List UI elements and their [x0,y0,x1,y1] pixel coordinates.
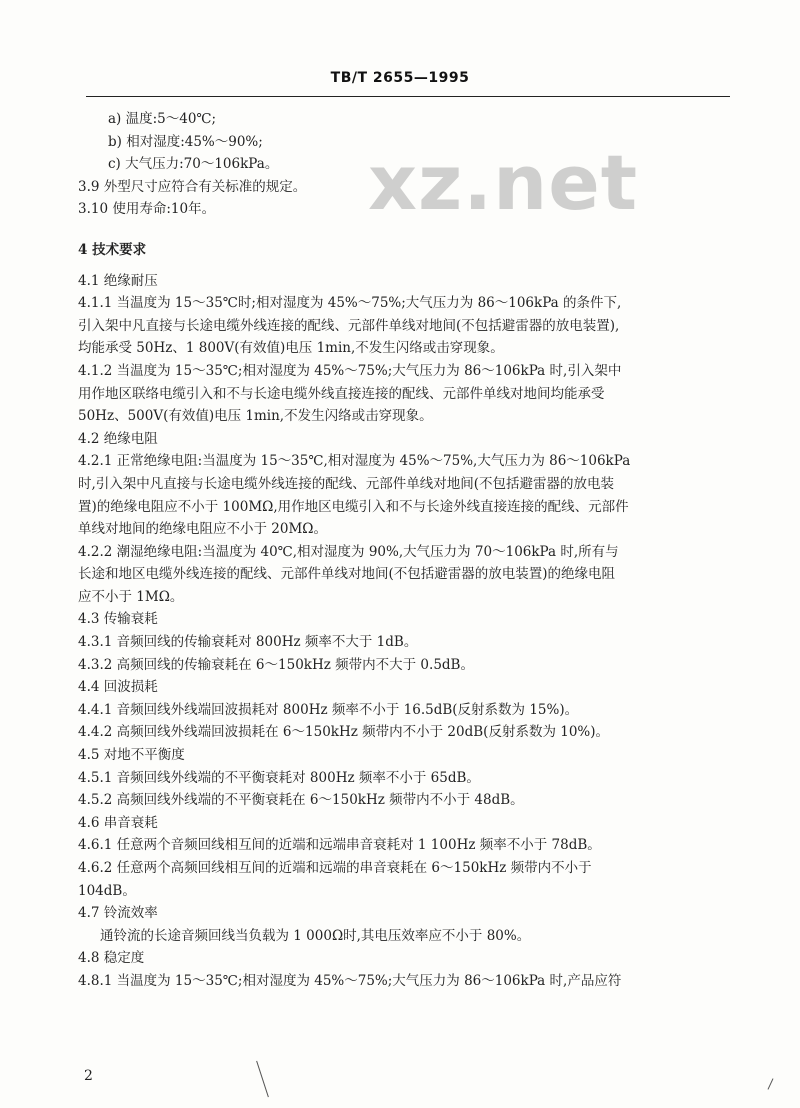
clause-4-4-heading: 4.4 回波损耗 [78,679,158,696]
clause-3-10: 3.10 使用寿命:10年。 [78,201,216,218]
clause-4-2-heading: 4.2 绝缘电阻 [78,430,158,447]
condition-pressure: c) 大气压力:70～106kPa。 [108,156,279,173]
clause-4-5-heading: 4.5 对地不平衡度 [78,747,185,764]
clause-4-7-body: 通铃流的长途音频回线当负载为 1 000Ω时,其电压效率应不小于 80%。 [100,927,531,944]
standard-code-header: TB/T 2655—1995 [330,70,470,86]
clause-4-1-1-line-1: 4.1.1 当温度为 15～35℃时;相对湿度为 45%～75%;大气压力为 86～106kPa 的条件下, [78,295,622,312]
clause-4-5-2: 4.5.2 高频回线外线端的不平衡衰耗在 6～150kHz 频带内不小于 48dB。 [78,792,524,809]
page-number: 2 [84,1068,93,1084]
clause-4-1-1-line-2: 引入架中凡直接与长途电缆外线连接的配线、元部件单线对地间(不包括避雷器的放电装置), [78,317,620,334]
clause-4-2-2-line-2: 长途和地区电缆外线连接的配线、元部件单线对地间(不包括避雷器的放电装置)的绝缘电阻 [78,566,616,583]
clause-4-4-2: 4.4.2 高频回线外线端回波损耗在 6～150kHz 频带内不小于 20dB(反射系数为 10%)。 [78,724,610,741]
clause-4-1-heading: 4.1 绝缘耐压 [78,272,158,289]
document-body [78,108,730,993]
clause-4-2-1-line-3: 置)的绝缘电阻应不小于 100MΩ,用作地区电缆引入和不与长途外线直接连接的配线、元部件 [78,498,629,515]
clause-4-1-2-line-3: 50Hz、500V(有效值)电压 1min,不发生闪络或击穿现象。 [78,408,433,425]
clause-3-9: 3.9 外型尺寸应符合有关标准的规定。 [78,178,307,195]
clause-4-2-2-line-1: 4.2.2 潮湿绝缘电阻:当温度为 40℃,相对湿度为 90%,大气压力为 70～106kPa 时,所有与 [78,543,619,560]
clause-4-6-2-line-2: 104dB。 [78,882,136,899]
clause-4-6-2-line-1: 4.6.2 任意两个高频回线相互间的近端和远端的串音衰耗在 6～150kHz 频带内不小于 [78,860,592,876]
clause-4-8-heading: 4.8 稳定度 [78,950,145,967]
clause-4-5-1: 4.5.1 音频回线外线端的不平衡衰耗对 800Hz 频率不小于 65dB。 [78,769,480,786]
clause-4-6-heading: 4.6 串音衰耗 [78,814,158,831]
section-4-heading: 4 技术要求 [78,241,147,258]
clause-4-3-1: 4.3.1 音频回线的传输衰耗对 800Hz 频率不大于 1dB。 [78,634,418,651]
clause-4-1-1-line-3: 均能承受 50Hz、1 800V(有效值)电压 1min,不发生闪络或击穿现象。 [78,340,504,357]
watermark: xz.net [368,138,639,227]
condition-temperature: a) 温度:5～40℃; [108,111,217,127]
clause-4-2-1-line-1: 4.2.1 正常绝缘电阻:当温度为 15～35℃,相对湿度为 45%～75%,大气压力为 86～106kPa [78,453,631,470]
clause-4-6-1: 4.6.1 任意两个音频回线相互间的近端和远端串音衰耗对 1 100Hz 频率不小于 78dB。 [78,837,601,854]
clause-4-3-heading: 4.3 传输衰耗 [78,611,158,628]
clause-4-1-2-line-1: 4.1.2 当温度为 15～35℃;相对湿度为 45%～75%;大气压力为 86～106kPa 时,引入架中 [78,362,622,379]
header-rule [86,96,730,97]
clause-4-1-2-line-2: 用作地区联络电缆引入和不与长途电缆外线直接连接的配线、元部件单线对地间均能承受 [78,385,605,402]
clause-4-2-1-line-2: 时,引入架中凡直接与长途电缆外线连接的配线、元部件单线对地间(不包括避雷器的放电装 [78,475,615,492]
condition-humidity: b) 相对湿度:45%～90%; [108,133,263,150]
clause-4-7-heading: 4.7 铃流效率 [78,905,158,922]
clause-4-3-2: 4.3.2 高频回线的传输衰耗在 6～150kHz 频带内不大于 0.5dB。 [78,656,474,673]
scan-mark [768,1078,774,1089]
clause-4-2-1-line-4: 单线对地间的绝缘电阻应不小于 20MΩ。 [78,521,327,538]
scan-mark [256,1061,269,1097]
clause-4-8-1-line-1: 4.8.1 当温度为 15～35℃;相对湿度为 45%～75%;大气压力为 86～106kPa 时,产品应符 [78,972,622,989]
spacer [78,221,730,229]
clause-4-4-1: 4.4.1 音频回线外线端回波损耗对 800Hz 频率不小于 16.5dB(反射系数为 15%)。 [78,701,579,718]
clause-4-2-2-line-3: 应不小于 1MΩ。 [78,588,184,605]
